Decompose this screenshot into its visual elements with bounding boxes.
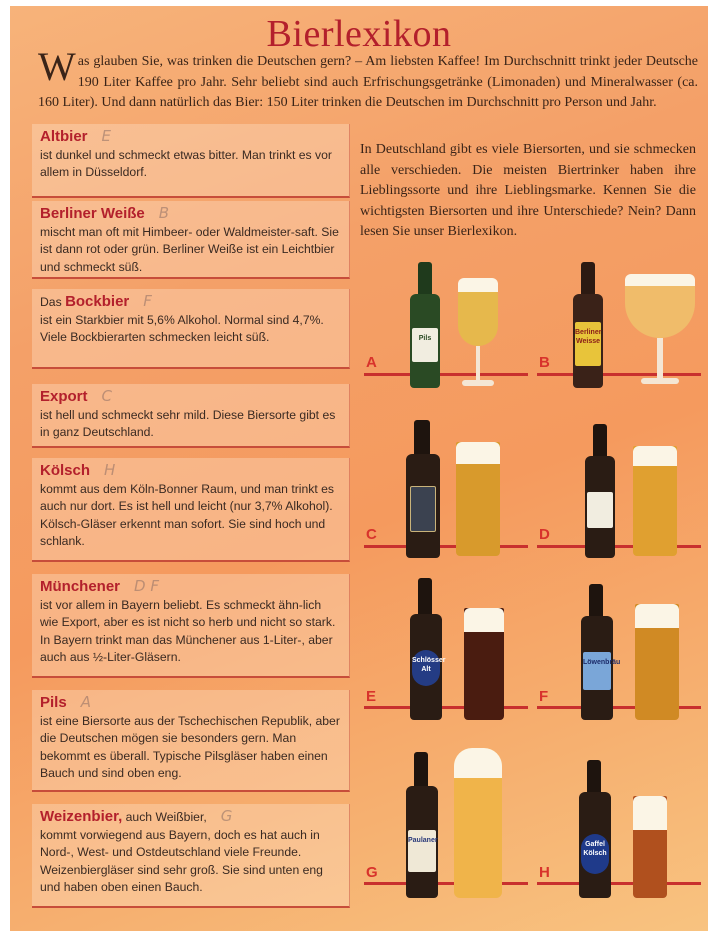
- glass-icon: [464, 608, 504, 720]
- glass-icon: [633, 446, 677, 556]
- pencil-note: A: [80, 693, 91, 711]
- photo-g: [360, 744, 532, 904]
- explanation-paragraph: In Deutschland gibt es viele Biersorten, und sie schmecken alle verschieden. Die meisten Biertrinker haben ihre Lieblingssorte und ihre Lieblingsmarke. Kennen Sie die wichtigsten Biersorten und ihre Unterschiede? Nein? Dann lesen Sie unser Bierlexikon.: [360, 142, 696, 239]
- glass-foam: [454, 748, 502, 778]
- shelf-line: [364, 373, 528, 376]
- entry-altbier: [32, 124, 350, 198]
- photo-letter: E: [366, 688, 377, 705]
- pencil-note: C: [101, 387, 112, 405]
- glass-foam: [456, 442, 500, 464]
- entry-name: Altbier: [40, 128, 88, 145]
- page-title: Bierlexikon: [266, 13, 452, 55]
- shelf-line: [364, 545, 528, 548]
- glass-icon: [458, 278, 498, 346]
- photo-d: [533, 416, 705, 576]
- glass-foam: [464, 608, 504, 632]
- entry-pre: Das: [40, 295, 66, 309]
- bottle-label: Paulaner: [408, 830, 436, 872]
- glass-base: [462, 380, 494, 386]
- entry-text: mischt man oft mit Himbeer- oder Waldmeister-saft. Sie ist dann rot oder grün. Berliner Weiße ist ein Leichtbier und schmeckt süß.: [40, 224, 339, 274]
- entry-name: Kölsch: [40, 462, 91, 479]
- pencil-note: E: [101, 127, 111, 145]
- shelf-line: [364, 882, 528, 885]
- entry-text: ist vor allem in Bayern beliebt. Es schmeckt ähn-lich wie Export, aber es ist nicht so herb und nicht so stark. In Bayern trinkt man das Münchener aus 1-Liter-, aber auch aus ½-Liter-Gläsern.: [40, 597, 336, 664]
- glass-foam: [633, 796, 667, 830]
- glass-stem: [476, 346, 480, 382]
- bottle-neck: [593, 424, 607, 458]
- photo-letter: G: [366, 864, 378, 881]
- entry-text: kommt aus dem Köln-Bonner Raum, und man trinkt es auch nur dort. Es ist hell und leicht (nur 3,7% Alkohol). Kölsch-Gläser erkennt man sofort. Sie sind hoch und schlank.: [40, 481, 334, 548]
- photo-e: [360, 576, 532, 736]
- pencil-note: B: [158, 204, 170, 222]
- shelf-line: [537, 373, 701, 376]
- bottle-label: Berliner Weisse: [575, 322, 601, 366]
- photo-letter: A: [366, 354, 377, 371]
- bottle-label: Gaffel Kölsch: [581, 834, 609, 874]
- bottle-label: [587, 492, 613, 528]
- entry-text: ist dunkel und schmeckt etwas bitter. Man trinkt es vor allem in Düsseldorf.: [40, 147, 332, 179]
- bottle-label: Löwenbräu: [583, 652, 611, 690]
- photo-b: [533, 256, 705, 416]
- entry-name: Export: [40, 388, 88, 405]
- glass-icon: [625, 274, 695, 338]
- entry-text: ist eine Biersorte aus der Tschechischen Republik, aber die Deutschen mögen sie besonders gern. Man bekommt es überall. Typische Pilsgläser haben einen Bauch und sind oben eng.: [40, 713, 340, 780]
- glass-base: [641, 378, 679, 384]
- glass-foam: [633, 446, 677, 466]
- pencil-note: D F: [134, 577, 159, 595]
- intro-paragraph: [38, 44, 698, 114]
- photo-f: [533, 576, 705, 736]
- bottle-neck: [418, 262, 432, 296]
- photo-letter: B: [539, 354, 550, 371]
- glass-stem: [657, 338, 663, 380]
- entry-text: ist hell und schmeckt sehr mild. Diese Biersorte gibt es in ganz Deutschland.: [40, 407, 336, 439]
- bottle-neck: [587, 760, 601, 794]
- glass-icon: [456, 442, 500, 556]
- entry-post: auch Weißbier,: [122, 810, 207, 824]
- entry-export: [32, 384, 350, 448]
- bottle-neck: [589, 584, 603, 618]
- bottle-label: Schlösser Alt: [412, 650, 440, 686]
- photo-letter: H: [539, 864, 550, 881]
- bottle-label: [410, 486, 436, 532]
- glass-foam: [625, 274, 695, 286]
- entry-text: ist ein Starkbier mit 5,6% Alkohol. Normal sind 4,7%. Viele Bockbierarten schmecken leicht süß.: [40, 312, 324, 344]
- photo-c: [360, 416, 532, 576]
- bottle-neck: [418, 578, 432, 616]
- entry-name: Bockbier: [65, 293, 130, 310]
- glass-icon: [635, 604, 679, 720]
- entry-name: Pils: [40, 694, 67, 711]
- entry-pils: [32, 690, 350, 792]
- glass-icon: [633, 796, 667, 898]
- bottle-neck: [581, 262, 595, 296]
- entry-text: kommt vorwiegend aus Bayern, doch es hat auch in Nord-, West- und Ostdeutschland viele Freunde. Weizenbiergläser sind sehr groß. Sie sind unten eng und haben oben einen Bauch.: [40, 827, 323, 894]
- entry-weizenbier: [32, 804, 350, 908]
- bottle-neck: [414, 420, 430, 456]
- intro-dropcap: W: [38, 44, 76, 89]
- bottle-label: Pils: [412, 328, 438, 362]
- pencil-note: F: [143, 292, 152, 310]
- bottle-neck: [414, 752, 428, 788]
- glass-icon: [454, 748, 502, 898]
- pencil-note: G: [220, 807, 233, 825]
- entry-name: Berliner Weiße: [40, 205, 145, 222]
- photo-letter: C: [366, 526, 377, 543]
- shelf-line: [537, 882, 701, 885]
- entry-name: Münchener: [40, 578, 121, 595]
- entry-bockbier: [32, 289, 350, 369]
- pencil-note: H: [104, 461, 116, 479]
- entry-name: Weizenbier,: [40, 808, 123, 825]
- page: [10, 6, 708, 931]
- entry-berliner-weisse: [32, 201, 350, 279]
- photo-letter: F: [539, 688, 549, 705]
- entry-muenchener: [32, 574, 350, 678]
- photo-letter: D: [539, 526, 550, 543]
- photo-a: [360, 256, 532, 416]
- glass-foam: [458, 278, 498, 292]
- intro-text: as glauben Sie, was trinken die Deutschen gern? – Am liebsten Kaffee! Im Durchschnitt trinkt jeder Deutsche 190 Liter Kaffee pro Jahr. Sehr beliebt sind auch Erfrischungsgetränke (Limonaden) und Mineralwasser (ca. 160 Liter). Und dann natürlich das Bier: 150 Liter trinken die Deutschen im Durchschnitt pro Person und Jahr.: [38, 54, 698, 110]
- beer-photo-grid: [360, 256, 705, 916]
- glass-foam: [635, 604, 679, 628]
- entry-koelsch: [32, 458, 350, 562]
- photo-h: [533, 744, 705, 904]
